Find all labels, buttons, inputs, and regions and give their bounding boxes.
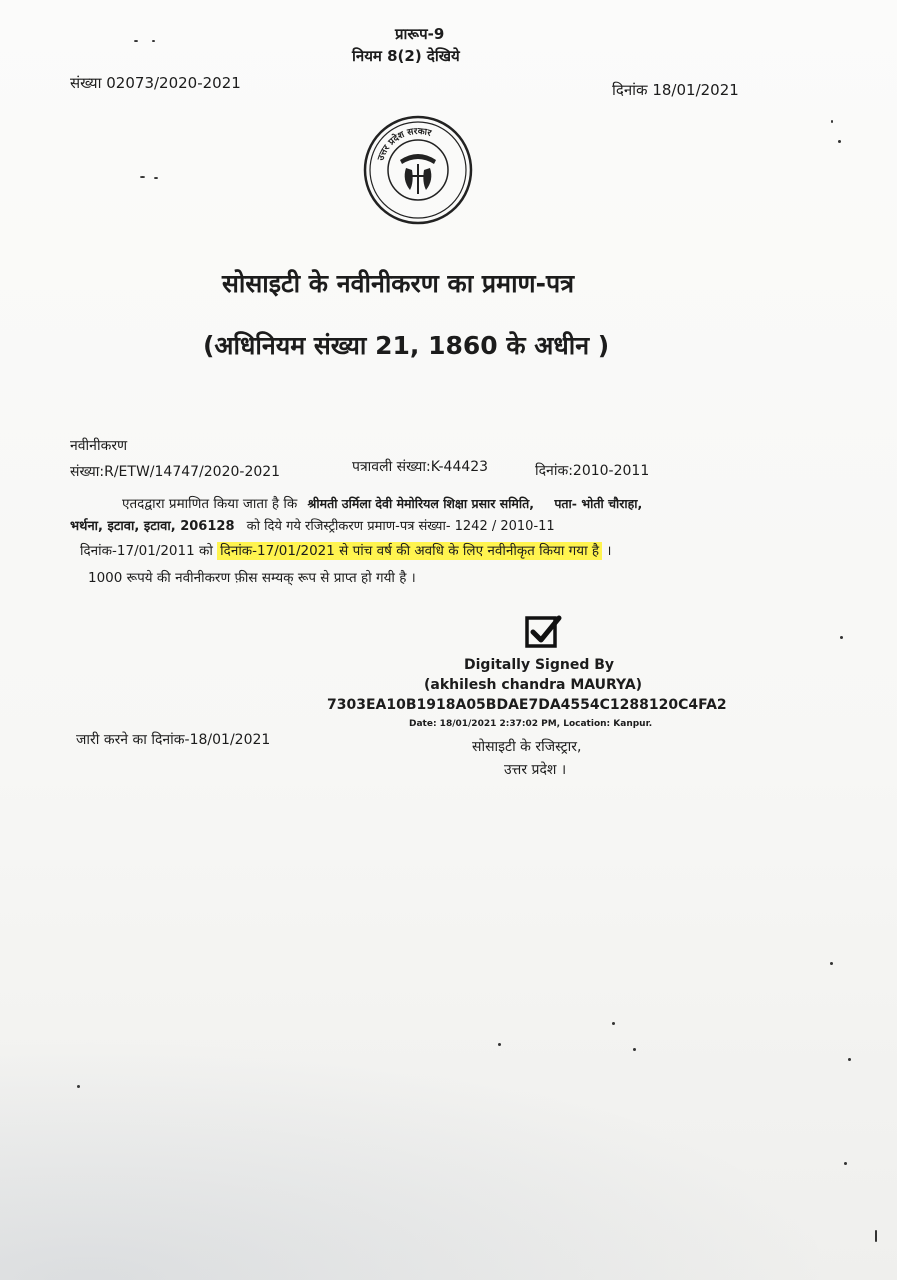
signer-name: (akhilesh chandra MAURYA)	[424, 677, 643, 693]
scan-speck	[831, 120, 833, 123]
form-number: प्रारूप-9	[395, 25, 445, 43]
line-end: ।	[606, 543, 612, 559]
fee-statement: 1000 रूपये की नवीनीकरण फ़ीस सम्यक् रूप से प्राप्त हो गयी है ।	[88, 570, 416, 586]
body-line-1	[122, 494, 642, 512]
reference-number: संख्या 02073/2020-2021	[70, 74, 241, 92]
registrar-state: उत्तर प्रदेश ।	[504, 762, 567, 778]
renewal-number: संख्या:R/ETW/14747/2020-2021	[70, 464, 281, 480]
scan-speck	[840, 636, 843, 639]
body-line-3	[80, 541, 611, 559]
registrar-title: सोसाइटी के रजिस्ट्रार,	[472, 739, 582, 755]
scan-speck	[830, 962, 833, 965]
rule-reference: नियम 8(2) देखिये	[352, 47, 460, 65]
issue-date: जारी करने का दिनांक-18/01/2021	[76, 732, 271, 748]
address-start: पता- भोती चौराहा,	[554, 496, 643, 511]
file-date: दिनांक:2010-2011	[535, 463, 650, 479]
renewal-label: नवीनीकरण	[70, 438, 128, 454]
scan-speck	[152, 40, 155, 42]
header-date: दिनांक 18/01/2021	[612, 81, 739, 99]
body-line-2	[70, 516, 555, 534]
file-number: पत्रावली संख्या:K-44423	[352, 459, 489, 475]
registration-date: दिनांक-17/01/2011 को	[80, 543, 213, 559]
up-government-seal-icon	[362, 114, 474, 226]
scan-speck	[838, 140, 841, 143]
signature-date-location: Date: 18/01/2021 2:37:02 PM, Location: Kanpur.	[409, 719, 653, 729]
scan-speck	[134, 40, 138, 42]
address-rest: भर्थना, इटावा, इटावा, 206128	[70, 519, 235, 534]
paper-shadow	[0, 1020, 897, 1280]
registration-text: को दिये गये रजिस्ट्रीकरण प्रमाण-पत्र संख्या- 1242 / 2010-11	[246, 519, 555, 534]
certificate-title: सोसाइटी के नवीनीकरण का प्रमाण-पत्र	[222, 269, 574, 298]
checkmark-box-icon	[523, 612, 563, 652]
certificate-subtitle: (अधिनियम संख्या 21, 1860 के अधीन )	[203, 331, 610, 360]
organization-name: श्रीमती उर्मिला देवी मेमोरियल शिक्षा प्रसार समिति,	[307, 496, 535, 511]
renewal-highlight: दिनांक-17/01/2021 से पांच वर्ष की अवधि के लिए नवीनीकृत किया गया है	[217, 542, 602, 560]
scan-speck	[154, 177, 158, 179]
seal-text: उत्तर प्रदेश सरकार	[376, 126, 433, 162]
signature-hash: 7303EA10B1918A05BDAE7DA4554C1288120C4FA2	[327, 697, 727, 713]
certify-text: एतदद्वारा प्रमाणित किया जाता है कि	[122, 496, 298, 512]
scan-speck	[140, 176, 145, 178]
digitally-signed-label: Digitally Signed By	[464, 657, 615, 673]
